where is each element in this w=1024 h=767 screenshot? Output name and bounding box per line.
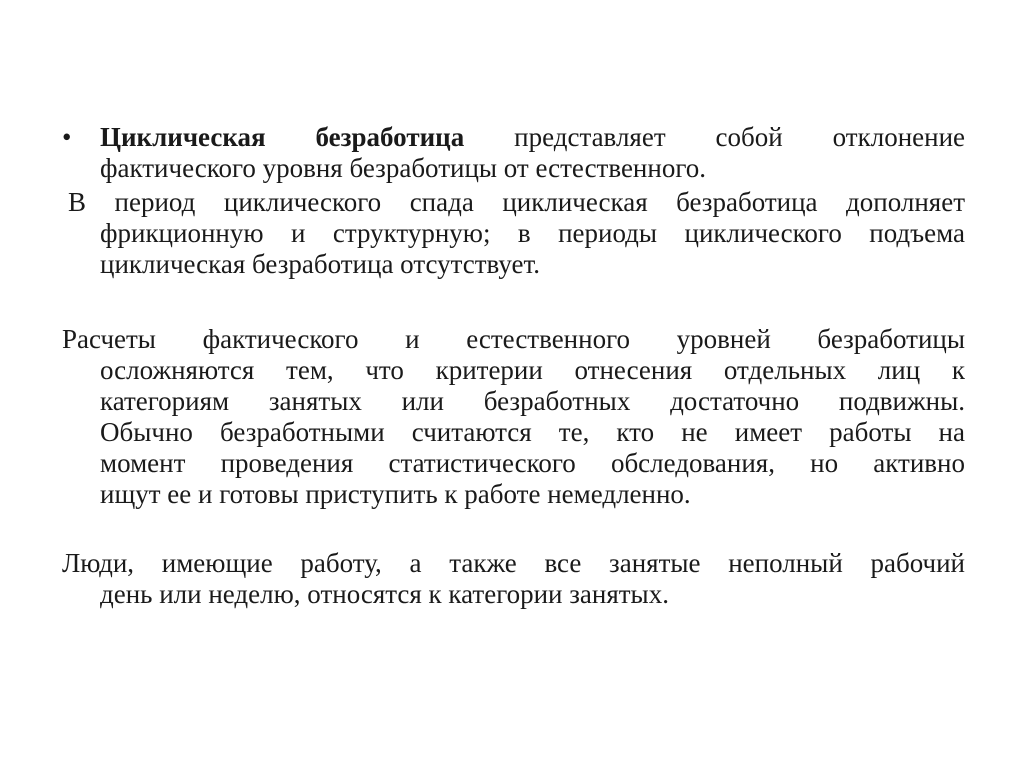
paragraph-line: фрикционную и структурную; в периоды циклического подъема [100,218,965,248]
paragraph-line: Обычно безработными считаются те, кто не имеет работы на [100,417,965,447]
line-text: представляет собой отклонение [514,122,966,152]
paragraph-line: В период циклического спада циклическая безработица дополняет [68,187,965,217]
paragraph-line: момент проведения статистического обследования, но активно [100,448,965,478]
paragraph-employed-definition [62,548,965,610]
paragraph-calculation-difficulties [62,324,965,510]
paragraph-line: фактического уровня безработицы от естественного. [100,153,706,183]
paragraph-cycle-phases [68,187,965,280]
paragraph-line: ищут ее и готовы приступить к работе немедленно. [100,479,691,509]
bullet-icon: • [62,122,72,152]
paragraph-line: циклическая безработица отсутствует. [100,249,540,279]
bold-term: Циклическая безработица [100,122,465,152]
paragraph-line: категориям занятых или безработных достаточно подвижны. [100,386,965,416]
paragraph-line [62,122,965,153]
paragraph-cyclical-unemployment [62,122,965,184]
paragraph-line: осложняются тем, что критерии отнесения отдельных лиц к [100,355,965,385]
paragraph-line: Расчеты фактического и естественного уровней безработицы [62,324,965,354]
paragraph-line: день или неделю, относятся к категории занятых. [100,579,669,609]
paragraph-line: Люди, имеющие работу, а также все занятые неполный рабочий [62,548,965,578]
